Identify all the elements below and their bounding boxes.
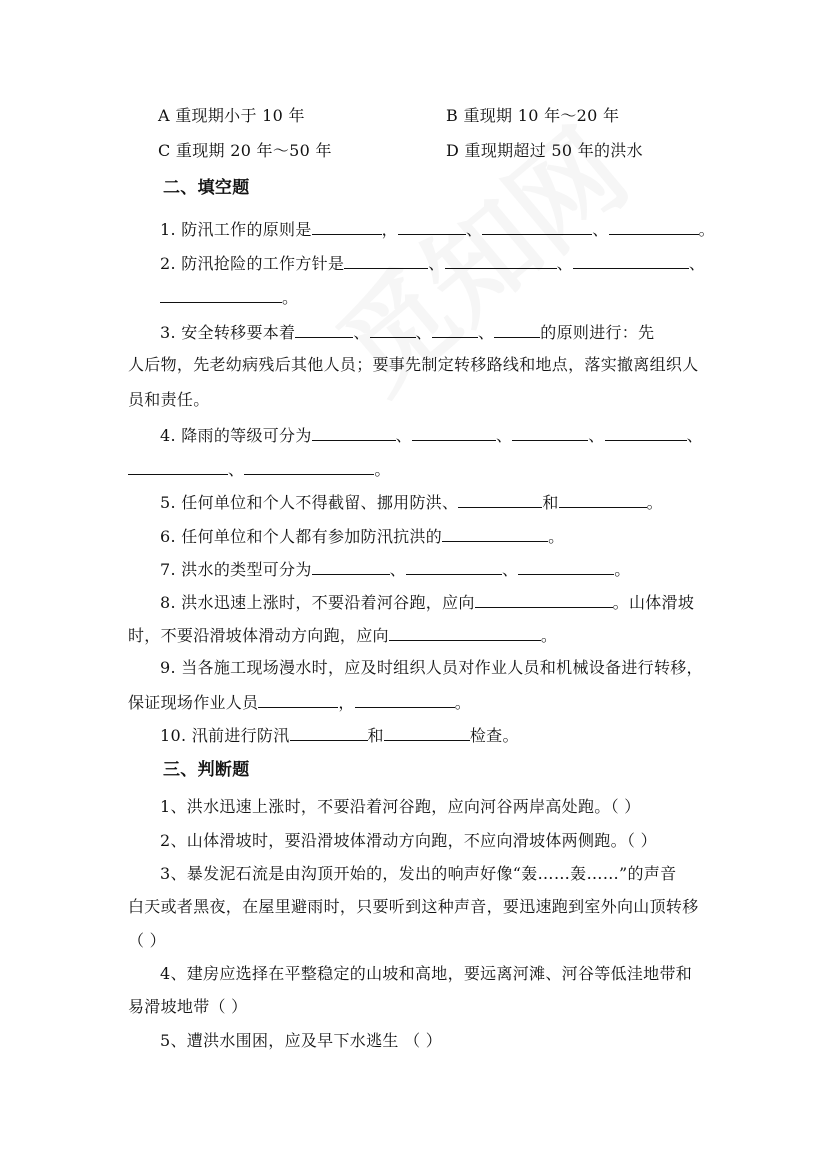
fill-q4: [160, 424, 703, 446]
fill-q7-text: 7. 洪水的类型可分为: [160, 560, 312, 579]
fill-q3-line3: 员和责任。: [128, 390, 210, 409]
separator: 、: [428, 254, 445, 273]
section-heading-judge: 三、判断题: [163, 760, 250, 780]
separator: 。: [282, 288, 299, 307]
separator: 。: [374, 460, 391, 479]
judge-q3-line2: 白天或者黑夜，在屋里避雨时，只要听到这种声音，要迅速跑到室外向山顶转移: [128, 897, 699, 916]
blank[interactable]: [398, 218, 466, 235]
separator: 。: [540, 626, 558, 645]
fill-q8-mid: 。山体滑坡: [612, 593, 695, 612]
blank[interactable]: [355, 691, 455, 708]
fill-q4-text: 4. 降雨的等级可分为: [160, 426, 312, 445]
blank[interactable]: [609, 218, 699, 235]
blank[interactable]: [605, 424, 687, 441]
fill-q7: [160, 558, 631, 580]
fill-q3-after: 的原则进行：先: [540, 323, 655, 342]
blank[interactable]: [458, 491, 542, 508]
blank[interactable]: [412, 424, 496, 441]
fill-q9-line2-text: 保证现场作业人员: [128, 693, 259, 712]
fill-q1: [160, 218, 715, 240]
separator: 、: [477, 323, 495, 342]
fill-q3-line2: 人后物，先老幼病残后其他人员；要事先制定转移路线和地点，落实撤离组织人: [128, 355, 699, 374]
blank[interactable]: [312, 558, 390, 575]
fill-q6-text: 6. 任何单位和个人都有参加防汛抗洪的: [160, 527, 443, 546]
fill-q8: [160, 591, 694, 613]
section-heading-fill: 二、填空题: [163, 178, 250, 198]
blank[interactable]: [406, 558, 502, 575]
blank[interactable]: [559, 491, 647, 508]
separator: ，: [381, 220, 398, 239]
separator: ，: [338, 693, 355, 712]
blank[interactable]: [258, 691, 338, 708]
fill-q2: [160, 252, 705, 274]
separator: 。: [698, 220, 715, 239]
separator: 、: [588, 426, 605, 445]
blank[interactable]: [518, 558, 614, 575]
separator: 、: [688, 254, 706, 273]
fill-q8-line2: [128, 624, 557, 646]
fill-q8-line2-text: 时，不要沿滑坡体滑动方向跑，应向: [128, 626, 389, 645]
judge-q2: 2、山体滑坡时，要沿滑坡体滑动方向跑，不应向滑坡体两侧跑。（ ）: [160, 831, 657, 850]
separator: 和: [367, 726, 384, 745]
judge-q3-line3: （ ）: [128, 931, 166, 950]
separator: 、: [415, 323, 432, 342]
separator: 、: [395, 426, 412, 445]
fill-q10: [160, 724, 519, 746]
blank[interactable]: [389, 624, 541, 641]
blank[interactable]: [312, 424, 396, 441]
option-d: D 重现期超过 50 年的洪水: [446, 141, 643, 160]
option-b: B 重现期 10 年～20 年: [446, 106, 620, 125]
option-a: A 重现期小于 10 年: [158, 106, 305, 125]
fill-q2-text: 2. 防汛抢险的工作方针是: [160, 254, 345, 273]
blank[interactable]: [442, 525, 548, 542]
fill-q2-cont: [160, 286, 298, 308]
fill-q9: 9. 当各施工现场漫水时，应及时组织人员对作业人员和机械设备进行转移，: [160, 658, 703, 677]
separator: 。: [454, 693, 472, 712]
blank[interactable]: [244, 458, 374, 475]
fill-q1-text: 1. 防汛工作的原则是: [160, 220, 312, 239]
separator: 。: [548, 527, 565, 546]
separator: 、: [592, 220, 609, 239]
blank[interactable]: [370, 321, 416, 338]
fill-q8-text: 8. 洪水迅速上涨时，不要沿着河谷跑，应向: [160, 593, 475, 612]
fill-q9-line2: [128, 691, 471, 713]
fill-q5: [160, 491, 663, 513]
blank[interactable]: [128, 458, 228, 475]
separator: 、: [686, 426, 703, 445]
blank[interactable]: [512, 424, 588, 441]
separator: 。: [614, 560, 631, 579]
blank[interactable]: [295, 321, 353, 338]
blank[interactable]: [494, 321, 540, 338]
blank[interactable]: [312, 218, 382, 235]
separator: 、: [495, 426, 513, 445]
separator: 、: [389, 560, 406, 579]
blank[interactable]: [160, 286, 282, 303]
separator: 、: [465, 220, 483, 239]
judge-q3-line1: 3、暴发泥石流是由沟顶开始的，发出的响声好像“轰……轰……”的声音: [160, 864, 677, 883]
blank[interactable]: [290, 724, 368, 741]
separator: 、: [556, 254, 573, 273]
blank[interactable]: [445, 252, 557, 269]
fill-q5-text: 5. 任何单位和个人不得截留、挪用防洪、: [160, 493, 459, 512]
blank[interactable]: [384, 724, 470, 741]
fill-q3-text: 3. 安全转移要本着: [160, 323, 296, 342]
separator: 。: [646, 493, 663, 512]
blank[interactable]: [432, 321, 478, 338]
blank[interactable]: [573, 252, 689, 269]
separator: 、: [501, 560, 519, 579]
fill-q6: [160, 525, 564, 547]
blank[interactable]: [475, 591, 613, 608]
separator: 检查。: [469, 726, 519, 745]
separator: 和: [542, 493, 559, 512]
option-c: C 重现期 20 年～50 年: [158, 141, 332, 160]
separator: 、: [353, 323, 370, 342]
separator: 、: [228, 460, 245, 479]
judge-q1: 1、洪水迅速上涨时，不要沿着河谷跑，应向河谷两岸高处跑。（ ）: [160, 797, 641, 816]
blank[interactable]: [482, 218, 592, 235]
blank[interactable]: [344, 252, 428, 269]
judge-q4-line1: 4、建房应选择在平整稳定的山坡和高地，要远离河滩、河谷等低洼地带和: [160, 964, 693, 983]
judge-q4-line2: 易滑坡地带（ ）: [128, 997, 248, 1016]
fill-q4-cont: [128, 458, 391, 480]
fill-q10-text: 10. 汛前进行防汛: [160, 726, 290, 745]
judge-q5: 5、遭洪水围困，应及早下水逃生 （ ）: [160, 1031, 443, 1050]
fill-q3: [160, 321, 654, 343]
